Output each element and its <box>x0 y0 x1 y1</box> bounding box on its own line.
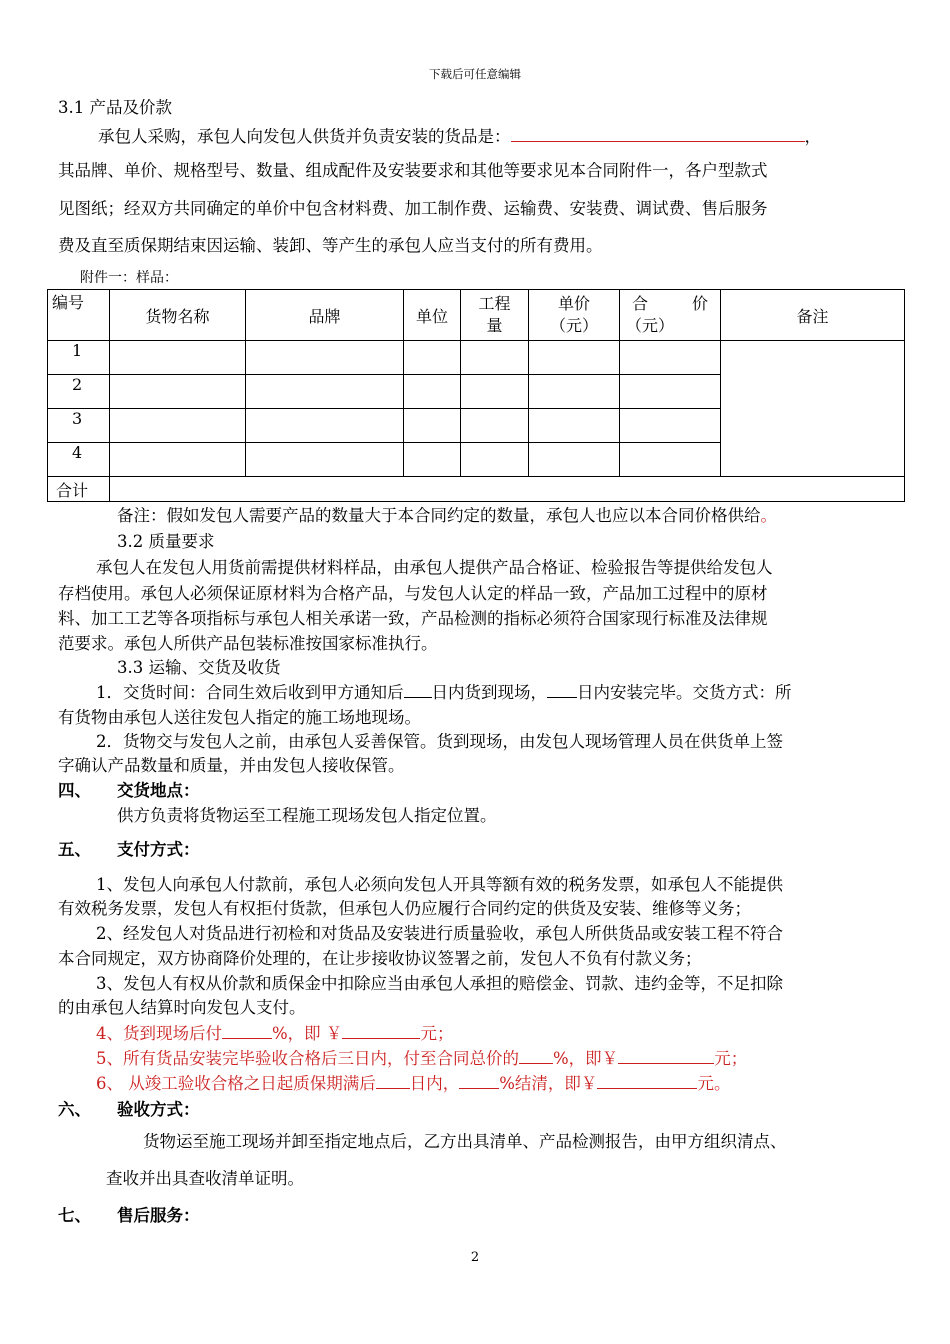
section-4-body: 供方负责将货物运至工程施工现场发包人指定位置。 <box>117 806 497 825</box>
section-3-2-p3: 料、加工工艺等各项指标与承包人相关承诺一致，产品检测的指标必须符合国家现行标准及法律规 <box>58 609 768 628</box>
goods-intro: 承包人采购，承包人向发包人供货并负责安装的货品是： <box>98 127 511 146</box>
section-6-p1: 货物运至施工现场并卸至指定地点后，乙方出具清单、产品检测报告，由甲方组织清点、 <box>143 1132 787 1151</box>
cell[interactable] <box>461 443 529 477</box>
section-6-title: 验收方式： <box>117 1100 200 1119</box>
cell[interactable] <box>620 409 721 443</box>
section-3-2-p1: 承包人在发包人用货前需提供材料样品，由承包人提供产品合格证、检验报告等提供给发包人 <box>96 558 773 577</box>
install-days-blank[interactable] <box>547 681 577 699</box>
table-total-row <box>48 477 905 502</box>
total-label: 合计 <box>48 477 110 502</box>
payment-p1: 1、发包人向承包人付款前，承包人必须向发包人开具等额有效的税务发票，如承包人不能提供 <box>96 875 783 894</box>
cell[interactable] <box>246 443 404 477</box>
remarks-cell[interactable] <box>721 341 905 477</box>
cell[interactable] <box>461 341 529 375</box>
percent-blank[interactable] <box>222 1022 272 1040</box>
cell[interactable] <box>246 375 404 409</box>
section-3-1-title: 3.1 产品及价款 <box>58 98 172 117</box>
header-remarks: 备注 <box>721 290 905 341</box>
cell[interactable] <box>246 409 404 443</box>
cell[interactable] <box>246 341 404 375</box>
row-number: 1 <box>48 341 110 375</box>
cell[interactable] <box>404 341 461 375</box>
header-total-price: 合 价 （元） <box>620 290 721 341</box>
cell[interactable] <box>620 341 721 375</box>
row-number: 4 <box>48 443 110 477</box>
section-4-title: 交货地点： <box>117 781 200 800</box>
amount-blank[interactable] <box>342 1022 420 1040</box>
payment-p2-cont: 本合同规定，双方协商降价处理的，在让步接收协议签署之前，发包人不负有付款义务； <box>58 949 702 968</box>
cell[interactable] <box>110 341 246 375</box>
section-7-title: 售后服务： <box>117 1206 200 1225</box>
amount-blank[interactable] <box>618 1047 714 1065</box>
cell[interactable] <box>404 375 461 409</box>
cell[interactable] <box>461 409 529 443</box>
table-row <box>48 341 905 375</box>
header-unit-price: 单价 （元） <box>529 290 620 341</box>
section-3-3-item2: 2．货物交与发包人之前，由承包人妥善保管。货到现场，由发包人现场管理人员在供货单上签 <box>96 732 783 751</box>
days-blank[interactable] <box>376 1072 410 1090</box>
section-3-3-title: 3.3 运输、交货及收货 <box>117 658 281 677</box>
section-3-3-item1-cont: 有货物由承包人送往发包人指定的施工场地现场。 <box>58 708 421 727</box>
section-4-number: 四、 <box>58 781 91 800</box>
cell[interactable] <box>529 341 620 375</box>
attachment-remark: 备注：假如发包人需要产品的数量大于本合同约定的数量，承包人也应以本合同价格供给。 <box>117 506 777 525</box>
payment-item-5: 5、所有货品安装完毕验收合格后三日内，付至合同总价的 %，即￥ 元； <box>96 1045 747 1069</box>
payment-item-6: 6、 从竣工验收合格之日起质保期满后 日内， %结清，即￥ 元。 <box>96 1070 730 1094</box>
payment-p2: 2、经发包人对货品进行初检和对货品及安装进行质量验收，承包人所供货品或安装工程不符合 <box>96 924 783 943</box>
header-unit: 单位 <box>404 290 461 341</box>
amount-blank[interactable] <box>597 1072 697 1090</box>
cell[interactable] <box>529 409 620 443</box>
page-header-note: 下载后可任意编辑 <box>429 67 521 81</box>
row-number: 2 <box>48 375 110 409</box>
percent-blank[interactable] <box>519 1047 553 1065</box>
total-cell[interactable] <box>110 477 905 502</box>
cell[interactable] <box>404 409 461 443</box>
delivery-days-blank[interactable] <box>404 681 432 699</box>
table-header-row <box>48 290 905 341</box>
sample-table <box>47 289 905 502</box>
section-5-title: 支付方式： <box>117 840 200 859</box>
section-3-2-p2: 存档使用。承包人必须保证原材料为合格产品，与发包人认定的样品一致，产品加工过程中的原材 <box>58 584 768 603</box>
page-number: 2 <box>470 1250 480 1265</box>
section-5-number: 五、 <box>58 840 91 859</box>
goods-comma: ， <box>804 127 821 146</box>
header-number: 编号 <box>48 290 110 341</box>
cell[interactable] <box>110 443 246 477</box>
section-7-number: 七、 <box>58 1206 91 1225</box>
section-3-2-title: 3.2 质量要求 <box>117 532 215 551</box>
section-6-p2: 查收并出具查收清单证明。 <box>106 1169 304 1188</box>
section-3-1-line2: 其品牌、单价、规格型号、数量、组成配件及安装要求和其他等要求见本合同附件一，各户型款式 <box>58 161 768 180</box>
header-quantity: 工程 量 <box>461 290 529 341</box>
section-3-1-line4: 费及直至质保期结束因运输、装卸、等产生的承包人应当支付的所有费用。 <box>58 236 603 255</box>
section-3-2-p4: 范要求。承包人所供产品包装标准按国家标准执行。 <box>58 634 438 653</box>
section-3-1-line3: 见图纸；经双方共同确定的单价中包含材料费、加工制作费、运输费、安装费、调试费、售后服务 <box>58 199 768 218</box>
cell[interactable] <box>461 375 529 409</box>
cell[interactable] <box>620 375 721 409</box>
percent-blank[interactable] <box>459 1072 499 1090</box>
section-3-3-item2-cont: 字确认产品数量和质量，并由发包人接收保管。 <box>58 756 405 775</box>
header-goods-name: 货物名称 <box>110 290 246 341</box>
payment-item-4: 4、货到现场后付 %，即 ￥ 元； <box>96 1020 453 1044</box>
cell[interactable] <box>620 443 721 477</box>
section-6-number: 六、 <box>58 1100 91 1119</box>
attachment-label: 附件一：样品： <box>80 270 178 286</box>
payment-p3: 3、发包人有权从价款和质保金中扣除应当由承包人承担的赔偿金、罚款、违约金等，不足扣除 <box>96 974 783 993</box>
cell[interactable] <box>110 375 246 409</box>
cell[interactable] <box>529 443 620 477</box>
payment-p3-cont: 的由承包人结算时向发包人支付。 <box>58 998 306 1017</box>
section-3-3-item1: 1．交货时间：合同生效后收到甲方通知后 日内货到现场， 日内安装完毕。交货方式：所 <box>96 679 792 703</box>
cell[interactable] <box>110 409 246 443</box>
section-3-1-line1 <box>98 123 821 147</box>
cell[interactable] <box>529 375 620 409</box>
cell[interactable] <box>404 443 461 477</box>
header-brand: 品牌 <box>246 290 404 341</box>
payment-p1-cont: 有效税务发票，发包人有权拒付货款，但承包人仍应履行合同约定的供货及安装、维修等义务； <box>58 899 751 918</box>
goods-blank[interactable] <box>511 125 805 143</box>
row-number: 3 <box>48 409 110 443</box>
